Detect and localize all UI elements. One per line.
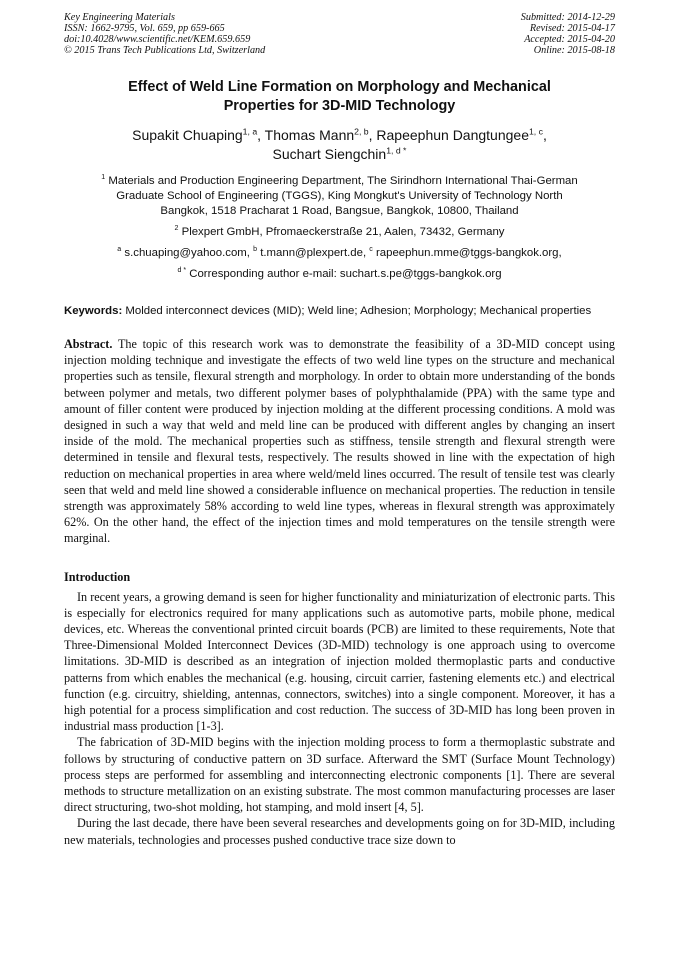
date-revised: Revised: 2015-04-17: [529, 23, 615, 34]
keywords-label: Keywords:: [64, 305, 123, 317]
abstract-text: The topic of this research work was to demonstrate the feasibility of a 3D-MID concept using injection molding technique and investigate the effects of two weld line types on the structure and mechanical properties such as tensile, flexural strength and morphology. In order to obtain more understanding of the bonds between polymer and metals, two different polymer bases of polyphthalamide (PPA) with the same type and amount of filler content were produced by injection molding at the different processing conditions. A mold was designed in such a way that weld and meld line can be produced with different angles by changing an insert inside of the mold. The mechanical properties such as stiffness, tensile strength and flexural strength were determined in tensile and flexural tests, respectively. The results showed in line with the expectation of high reduction on mechanical properties in area where weld/meld lines occurred. The result of tensile test was clearly seen that weld and meld line showed a considerable influence on mechanical properties. The reduction in tensile strength was approximately 58% according to weld line types, whereas in flexural strength was approximately 62%. On the other hand, the effect of the injection times and mold temperatures on the tensile strength were marginal.: [64, 337, 616, 546]
author-line: [64, 145, 615, 164]
author-name: Suchart Siengchin: [272, 146, 387, 162]
section-heading: Introduction: [64, 569, 131, 584]
date-online: Online: 2015-08-18: [533, 45, 615, 56]
abstract: [64, 336, 615, 547]
date-accepted: Accepted: 2015-04-20: [524, 34, 615, 45]
journal-copyright: © 2015 Trans Tech Publications Ltd, Switzerland: [64, 45, 266, 56]
journal-issn: ISSN: 1662-9795, Vol. 659, pp 659-665: [64, 23, 225, 34]
affiliation-line: $^2$ Plexpert GmbH, Pfromaeckerstraße 21, Aalen, 73432, Germany: [174, 225, 505, 238]
journal-header: [64, 12, 615, 56]
author-line: [64, 126, 615, 145]
author-separator: ,: [542, 127, 547, 143]
abstract-label: Abstract.: [64, 337, 113, 351]
submission-dates: [521, 12, 615, 56]
affiliation-line: Bangkok, 1518 Pracharat 1 Road, Bangsue, Bangkok, 10800, Thailand: [160, 205, 519, 217]
affiliation-line: Graduate School of Engineering (TGGS), King Mongkut's University of Technology North: [116, 190, 563, 202]
title-line: Properties for 3D-MID Technology: [223, 98, 456, 114]
author-separator: ,: [368, 127, 377, 143]
keywords: [64, 304, 615, 319]
journal-doi: doi:10.4028/www.scientific.net/KEM.659.659: [64, 34, 251, 45]
author-affiliation-mark: 1, d *: [386, 145, 407, 156]
body-paragraph: During the last decade, there have been several researches and developments going on for 3D-MID, including new materials, technologies and processes pushed conductive trace size down to: [64, 816, 615, 847]
author-affiliation-mark: 2, b: [354, 126, 369, 137]
email-mark: c: [369, 246, 373, 254]
affiliation-mark: 1: [101, 174, 106, 182]
affiliation-mark: 2: [174, 225, 179, 233]
author-list: [64, 126, 615, 164]
author-name: Rapeephun Dangtungee: [376, 127, 529, 143]
paper-page: [64, 12, 615, 848]
corresponding-mark: d *: [177, 267, 187, 275]
journal-name: Key Engineering Materials: [64, 12, 175, 23]
author-affiliation-mark: 1, c: [528, 126, 543, 137]
paper-title: [64, 78, 615, 116]
keywords-text: Molded interconnect devices (MID); Weld line; Adhesion; Morphology; Mechanical properties: [125, 305, 592, 317]
date-submitted: Submitted: 2014-12-29: [520, 12, 615, 23]
title-line: Effect of Weld Line Formation on Morphology and Mechanical: [128, 79, 551, 95]
corresponding-author: [64, 267, 615, 282]
body-paragraph: The fabrication of 3D-MID begins with the injection molding process to form a thermoplastic substrate and follows by structuring of conductive pattern on 3D surface. Afterward the SMT (Surface Mount Technology) process steps are performed for assembling and interconnecting electronic components [1]. There are several methods to structure metallization on an existing substrate. The most common manufacturing processes are laser direct structuring, two-shot molding, hot stamping, and mold insert [4, 5].: [64, 735, 615, 815]
author-affiliation-mark: 1, a: [242, 126, 258, 137]
author-separator: ,: [257, 127, 265, 143]
affiliation: [64, 174, 615, 219]
body-paragraph: In recent years, a growing demand is seen for higher functionality and miniaturization of electronic parts. This is especially for electronics required for many applications such as automotive parts, mobile phone, medical devices, etc. Whereas the conventional printed circuit boards (PCB) are limited to these requirements, Note that Three-Dimensional Molded Interconnect Devices (3D-MID) technology is one approach using to overcome limitations. 3D-MID is described as an integration of injection molded thermoplastic parts and conductive patterns from which enables the mechanical (e.g. housing, circuit carrier, fastening elements etc.) and electrical function (e.g. circuitry, shielding, antennas, connectors, switches) into a single component. Moreover, it has a high potential for a process simplification and cost reduction. The success of 3D-MID has long been proven in industrial mass production [1-3].: [64, 589, 615, 734]
email-link[interactable]: s.chuaping@yahoo.com,: [124, 247, 254, 259]
email-mark: a: [117, 246, 122, 254]
affiliation: [64, 225, 615, 240]
author-name: Supakit Chuaping: [132, 127, 243, 143]
affiliation-line: $^1$ Materials and Production Engineering Department, The Sirindhorn International Thai-German: [101, 174, 578, 187]
author-name: Thomas Mann: [264, 127, 355, 143]
email-mark: b: [253, 246, 258, 254]
email-link[interactable]: t.mann@plexpert.de,: [260, 247, 370, 259]
journal-info: [64, 12, 265, 56]
corresponding-email[interactable]: Corresponding author e-mail: suchart.s.pe@tggs-bangkok.org: [189, 268, 502, 280]
email-link[interactable]: rapeephun.mme@tggs-bangkok.org,: [375, 247, 562, 259]
author-emails: [64, 246, 615, 261]
